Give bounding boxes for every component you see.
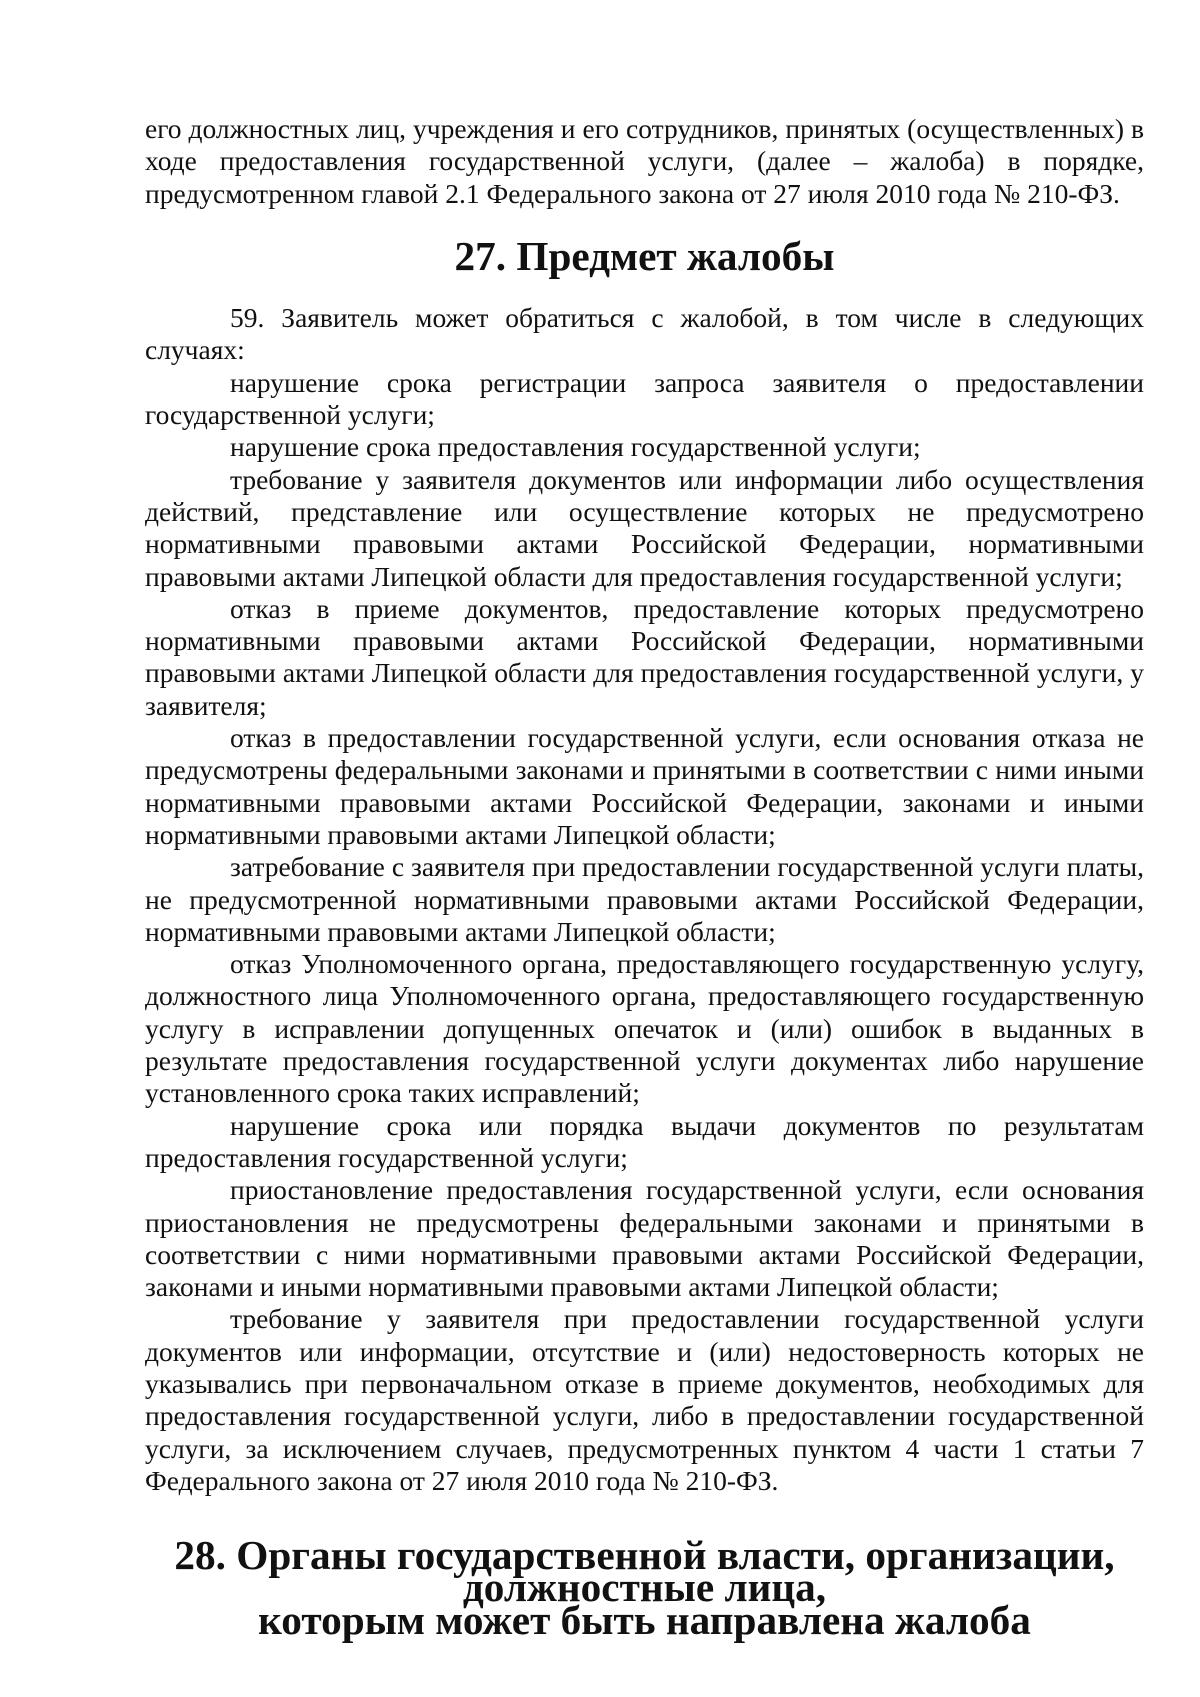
list-item: отказ в приеме документов, предоставление которых предусмотрено нормативными правовыми актами Российской Федерации, нормативными правовыми актами Липецкой области для предоставления государственной услуги, у заявителя; xyxy=(145,592,1144,721)
complaint-cases-list xyxy=(145,367,1144,1497)
list-item: нарушение срока регистрации запроса заявителя о предоставлении государственной услуги; xyxy=(145,366,1144,431)
list-item: затребование с заявителя при предоставлении государственной услуги платы, не предусмотренной нормативными правовыми актами Российской Федерации, нормативными правовыми актами Липецкой области; xyxy=(145,851,1144,947)
list-item: отказ в предоставлении государственной услуги, если основания отказа не предусмотрены федеральными законами и принятыми в соответствии с ними иными нормативными правовыми актами Российской Федерации, законами и иными нормативными правовыми актами Липецкой области; xyxy=(145,722,1144,850)
section-28-heading xyxy=(145,1532,1144,1643)
list-item: требование у заявителя при предоставлении государственной услуги документов или информации, отсутствие и (или) недостоверность которых не указывались при первоначальном отказе в приеме документов, необходимых для предоставления государственной услуги, либо в предоставлении государственной услуги, за исключением случаев, предусмотренных пунктом 4 части 1 статьи 7 Федерального закона от 27 июля 2010 года № 210-ФЗ. xyxy=(145,1303,1144,1496)
list-item: нарушение срока или порядка выдачи документов по результатам предоставления государственной услуги; xyxy=(145,1109,1144,1173)
list-item: нарушение срока предоставления государственной услуги; xyxy=(230,431,921,463)
section-27-lead-paragraph: 59. Заявитель может обратиться с жалобой, в том числе в следующих случаях: xyxy=(145,302,1144,366)
section-28-heading-line-2: которым может быть направлена жалоба xyxy=(258,1596,1031,1643)
section-28-heading-line-1: 28. Органы государственной власти, организации, должностные лица, xyxy=(174,1532,1115,1611)
list-item: приостановление предоставления государственной услуги, если основания приостановления не предусмотрены федеральными законами и принятыми в соответствии с ними нормативными правовыми актами Российской Федерации, законами и иными нормативными правовыми актами Липецкой области; xyxy=(145,1174,1144,1303)
list-item: отказ Уполномоченного органа, предоставляющего государственную услугу, должностного лица Уполномоченного органа, предоставляющего государственную услугу в исправлении допущенных опечаток и (или) ошибок в выданных в результате предоставления государственной услуги документах либо нарушение установленного срока таких исправлений; xyxy=(145,948,1144,1109)
section-27-heading: 27. Предмет жалобы xyxy=(454,232,835,279)
list-item: требование у заявителя документов или информации либо осуществления действий, представление или осуществление которых не предусмотрено нормативными правовыми актами Российской Федерации, нормативными правовыми актами Липецкой области для предоставления государственной услуги; xyxy=(145,463,1144,592)
intro-paragraph: его должностных лиц, учреждения и его сотрудников, принятых (осуществленных) в ходе предоставления государственной услуги, (далее – жалоба) в порядке, предусмотренном главой 2.1 Федерального закона от 27 июля 2010 года № 210-ФЗ. xyxy=(145,113,1144,209)
